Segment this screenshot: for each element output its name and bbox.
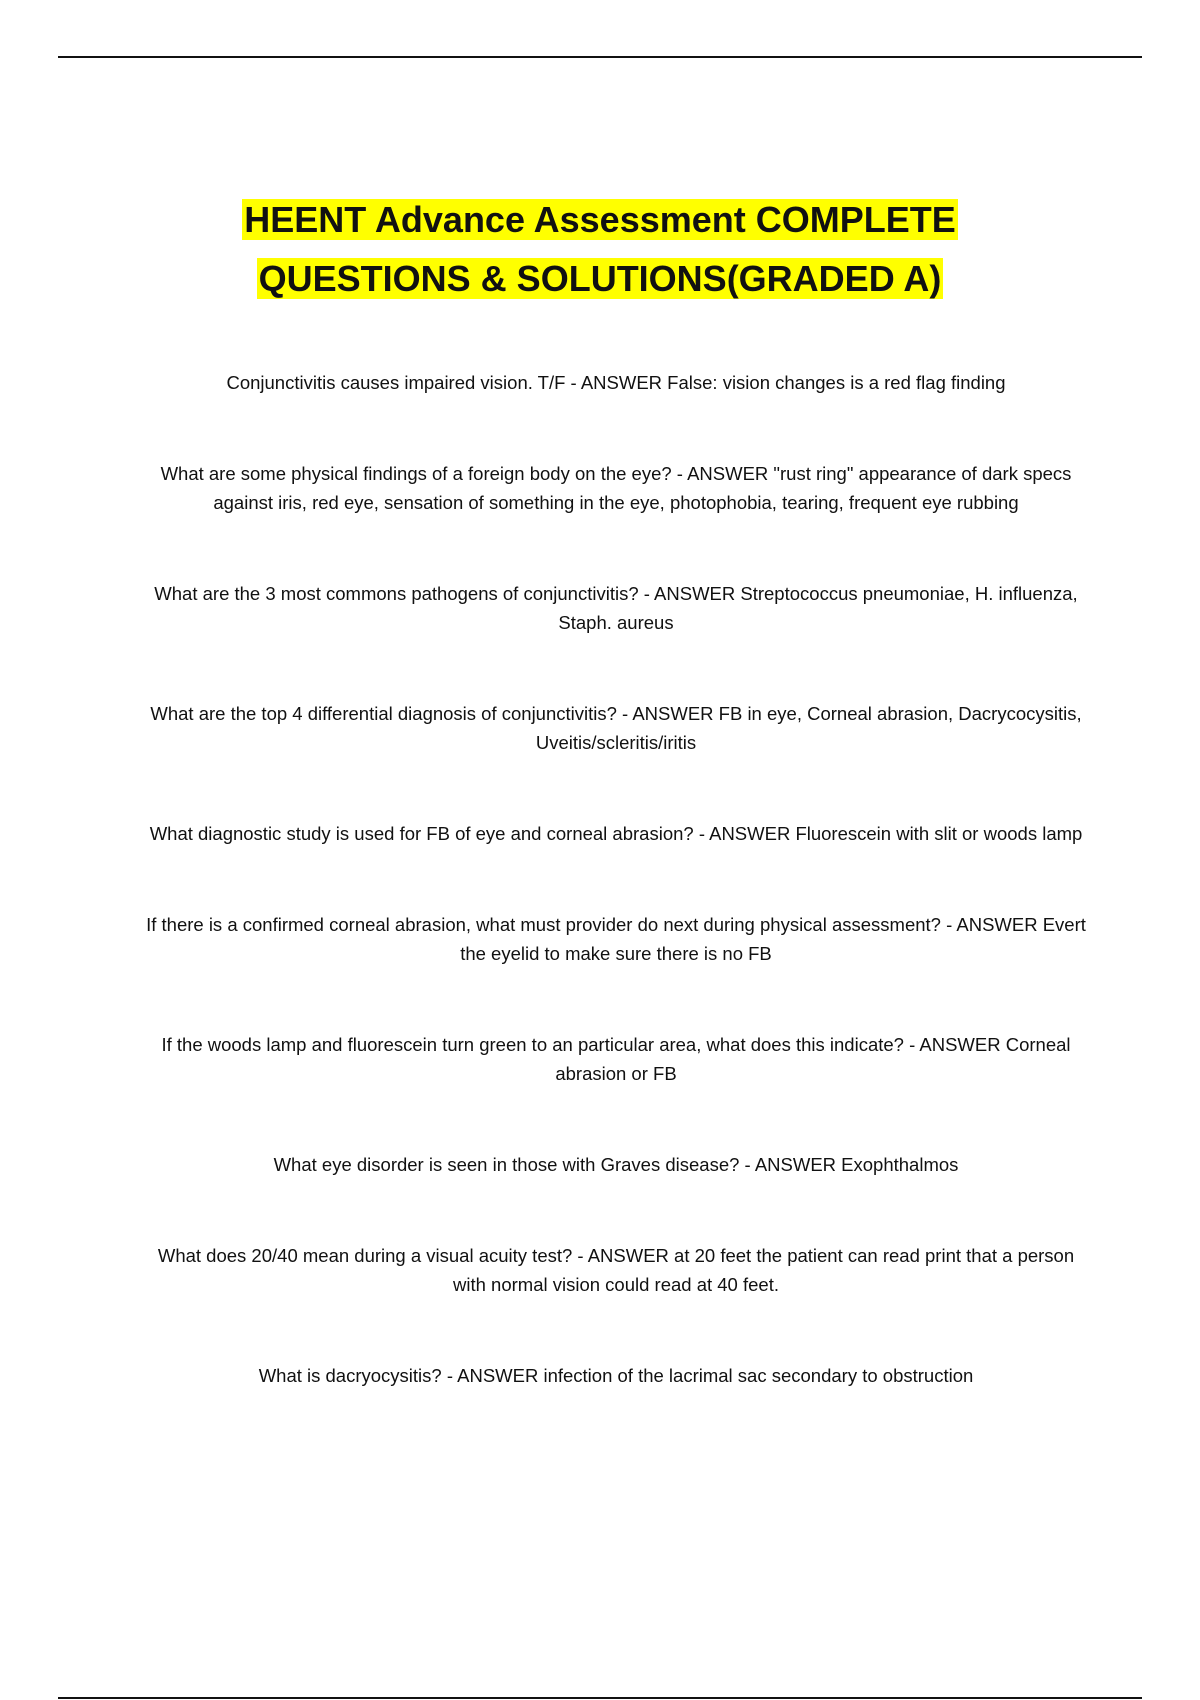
title-line-1: HEENT Advance Assessment COMPLETE <box>244 199 956 240</box>
qa-item: What eye disorder is seen in those with Graves disease? - ANSWER Exophthalmos <box>273 1154 959 1175</box>
qa-item: If there is a confirmed corneal abrasion, what must provider do next during physical assessment? - ANSWER Evert the eyelid to make sure there is no FB <box>146 914 1086 964</box>
qa-item: What diagnostic study is used for FB of eye and corneal abrasion? - ANSWER Fluorescein with slit or woods lamp <box>149 823 1083 844</box>
qa-item: What is dacryocysitis? - ANSWER infection of the lacrimal sac secondary to obstruction <box>258 1365 974 1386</box>
header-rule <box>58 56 1142 58</box>
page-title <box>100 190 1100 308</box>
qa-list <box>140 368 1092 1390</box>
qa-item: What are the 3 most commons pathogens of conjunctivitis? - ANSWER Streptococcus pneumoniae, H. influenza, Staph. aureus <box>154 583 1078 633</box>
qa-item: If the woods lamp and fluorescein turn green to an particular area, what does this indicate? - ANSWER Corneal abrasion or FB <box>161 1034 1071 1084</box>
qa-item: What does 20/40 mean during a visual acuity test? - ANSWER at 20 feet the patient can read print that a person with normal vision could read at 40 feet. <box>157 1245 1075 1295</box>
qa-item: What are some physical findings of a foreign body on the eye? - ANSWER "rust ring" appearance of dark specs against iris, red eye, sensation of something in the eye, photophobia, tearing, frequent eye rubbing <box>160 463 1072 513</box>
title-line-2: QUESTIONS & SOLUTIONS(GRADED A) <box>258 258 942 299</box>
qa-item: What are the top 4 differential diagnosis of conjunctivitis? - ANSWER FB in eye, Corneal abrasion, Dacrycocysitis, Uveitis/scleritis/iritis <box>150 703 1082 753</box>
footer-rule <box>58 1697 1142 1699</box>
qa-item: Conjunctivitis causes impaired vision. T/F - ANSWER False: vision changes is a red flag finding <box>226 372 1006 393</box>
